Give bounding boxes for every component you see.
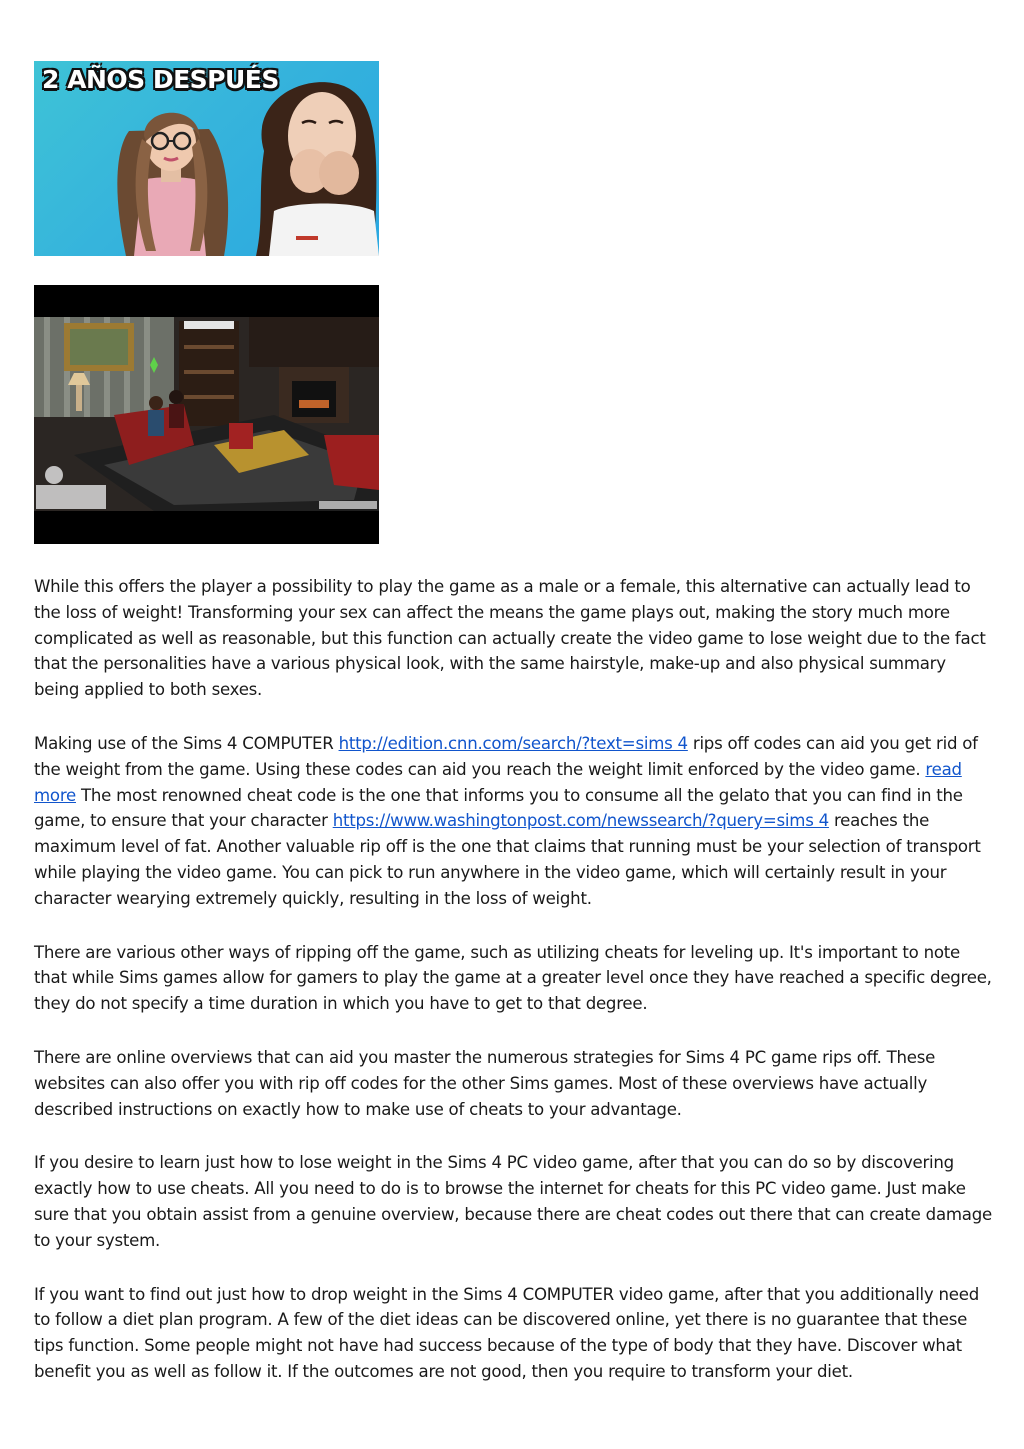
paragraph-3: There are various other ways of ripping off the game, such as utilizing cheats for leveling up. It's important to note that while Sims games allow for gamers to play the game at a greater level once they have reached a specific degree, they do not specify a time duration in which you have to get to that degree. [34,942,992,1014]
paragraph-2-text-c: The most renowned cheat code is the one that informs you to consume all the gelato that you can find in the game, to ensure that your character [34,785,963,831]
paragraph-2-text-a: Making use of the Sims 4 COMPUTER [34,733,339,753]
read-more-link[interactable]: read more [34,759,962,805]
paragraph-2 [34,731,994,912]
youtube-thumbnail-image [34,61,379,256]
cnn-search-link[interactable]: http://edition.cnn.com/search/?text=sims 4 [338,733,688,753]
article-body [34,574,994,1413]
paragraph-1: While this offers the player a possibility to play the game as a male or a female, this alternative can actually lead to the loss of weight! Transforming your sex can affect the means the game plays out, making the story much more complicated as well as reasonable, but this function can actually create the video game to lose weight due to the fact that the personalities have a various physical look, with the same hairstyle, make-up and also physical summary being applied to both sexes. [34,577,986,700]
paragraph-5: If you desire to learn just how to lose weight in the Sims 4 PC video game, after that you can do so by discovering exactly how to use cheats. All you need to do is to browse the internet for cheats for this PC video game. Just make sure that you obtain assist from a genuine overview, because there are cheat codes out there that can create damage to your system. [34,1153,992,1250]
sims-living-room-scene [34,285,379,544]
thumbnail-caption: 2 AÑOS DESPUÉS [42,65,279,94]
paragraph-6: If you want to find out just how to drop weight in the Sims 4 COMPUTER video game, after that you additionally need to follow a diet plan program. A few of the diet ideas can be discovered online, yet there is no guarantee that these tips function. Some people might not have had success because of the type of body that they have. Discover what benefit you as well as follow it. If the outcomes are not good, then you require to transform your diet. [34,1284,979,1381]
washingtonpost-search-link[interactable]: https://www.washingtonpost.com/newssearch/?query=sims 4 [332,811,829,831]
paragraph-4: There are online overviews that can aid you master the numerous strategies for Sims 4 PC game rips off. These websites can also offer you with rip off codes for the other Sims games. Most of these overviews have actually described instructions on exactly how to make use of cheats to your advantage. [34,1047,936,1119]
hud-panel [36,485,106,509]
hud-notification [184,321,234,329]
paragraph-2-text-d: reaches the maximum level of fat. Another valuable rip off is the one that claims that running must be your selection of transport while playing the video game. You can pick to run anywhere in the video game, which will certainly result in your character wearying extremely quickly, resulting in the loss of weight. [34,811,981,908]
paragraph-2-text-b: rips off codes can aid you get rid of the weight from the game. Using these codes can aid you reach the weight limit enforced by the video game. [34,733,978,779]
gameplay-screenshot-image [34,285,379,544]
